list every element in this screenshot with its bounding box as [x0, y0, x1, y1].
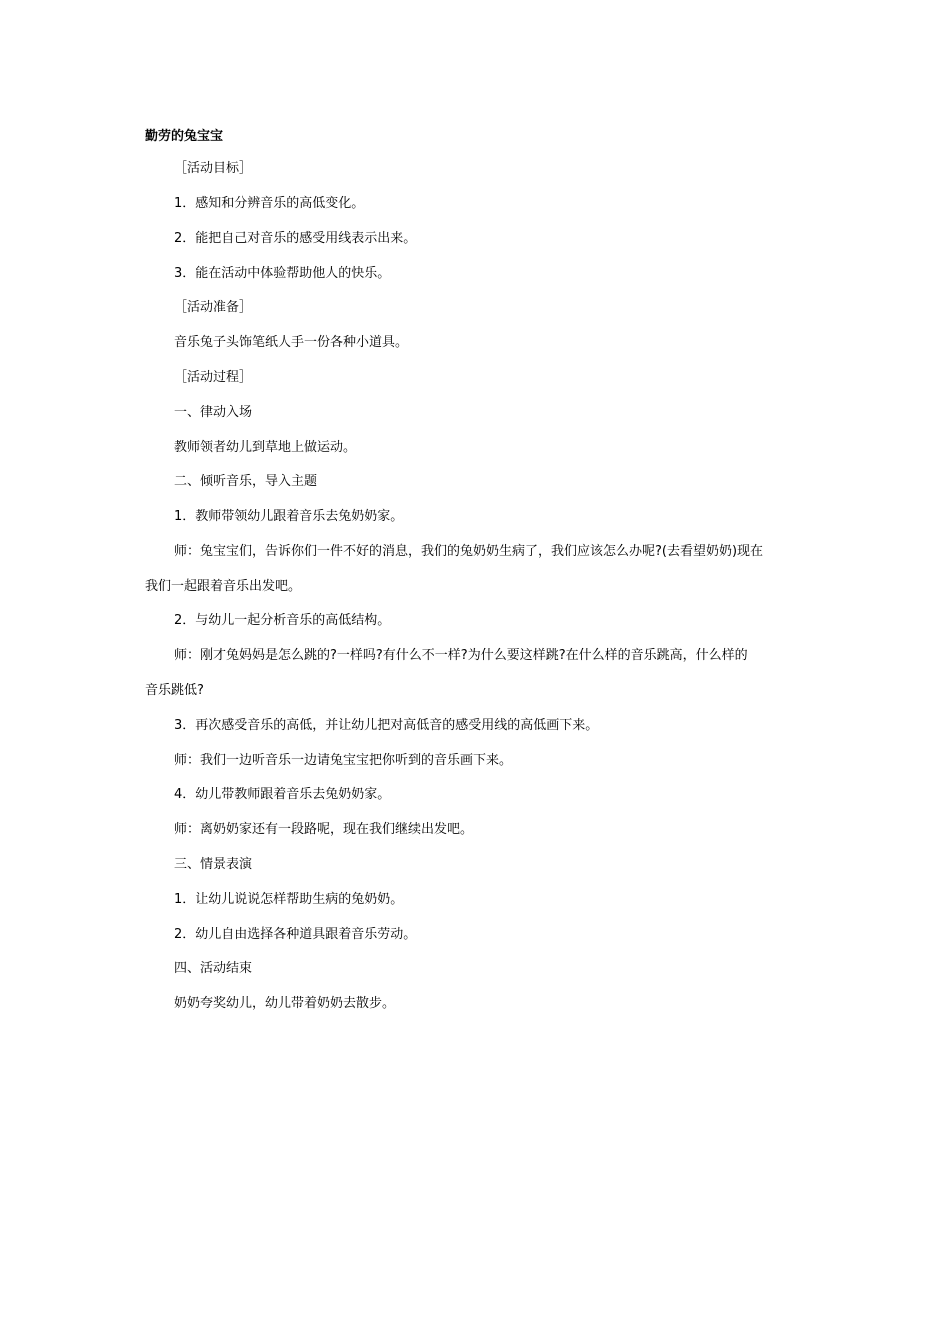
process-step-2-item-1: 1．教师带领幼儿跟着音乐去兔奶奶家。	[174, 509, 404, 524]
process-step-2-heading: 二、倾听音乐，导入主题	[174, 474, 318, 489]
process-step-1-heading: 一、律动入场	[174, 405, 253, 420]
process-step-2-item-2: 2．与幼儿一起分析音乐的高低结构。	[174, 613, 391, 628]
process-step-2-item-4: 4．幼儿带教师跟着音乐去兔奶奶家。	[174, 787, 391, 802]
process-step-2-item-3: 3．再次感受音乐的高低，并让幼儿把对高低音的感受用线的高低画下来。	[174, 718, 599, 733]
preparation-text: 音乐兔子头饰笔纸人手一份各种小道具。	[174, 335, 409, 350]
goal-item-1: 1．感知和分辨音乐的高低变化。	[174, 196, 365, 211]
teacher-line-4: 师：离奶奶家还有一段路呢，现在我们继续出发吧。	[174, 822, 474, 837]
goal-item-3: 3．能在活动中体验帮助他人的快乐。	[174, 266, 391, 281]
teacher-line-1a: 师：兔宝宝们，告诉你们一件不好的消息，我们的兔奶奶生病了，我们应该怎么办呢?(去看望奶奶)现在	[174, 544, 764, 559]
section-heading-preparation: ［活动准备］	[174, 300, 253, 315]
teacher-line-2a: 师：刚才兔妈妈是怎么跳的?一样吗?有什么不一样?为什么要这样跳?在什么样的音乐跳高，什么样的	[174, 648, 748, 663]
teacher-line-2b: 音乐跳低?	[145, 683, 204, 698]
section-heading-goals: ［活动目标］	[174, 161, 253, 176]
teacher-line-3: 师：我们一边听音乐一边请兔宝宝把你听到的音乐画下来。	[174, 753, 513, 768]
process-step-1-text: 教师领者幼儿到草地上做运动。	[174, 440, 357, 455]
process-step-4-text: 奶奶夸奖幼儿，幼儿带着奶奶去散步。	[174, 996, 396, 1011]
process-step-4-heading: 四、活动结束	[174, 961, 253, 976]
document-title: 勤劳的兔宝宝	[145, 129, 224, 144]
process-step-3-item-1: 1．让幼儿说说怎样帮助生病的兔奶奶。	[174, 892, 404, 907]
goal-item-2: 2．能把自己对音乐的感受用线表示出来。	[174, 231, 417, 246]
process-step-3-heading: 三、情景表演	[174, 857, 253, 872]
section-heading-process: ［活动过程］	[174, 370, 253, 385]
process-step-3-item-2: 2．幼儿自由选择各种道具跟着音乐劳动。	[174, 927, 417, 942]
teacher-line-1b: 我们一起跟着音乐出发吧。	[145, 579, 302, 594]
